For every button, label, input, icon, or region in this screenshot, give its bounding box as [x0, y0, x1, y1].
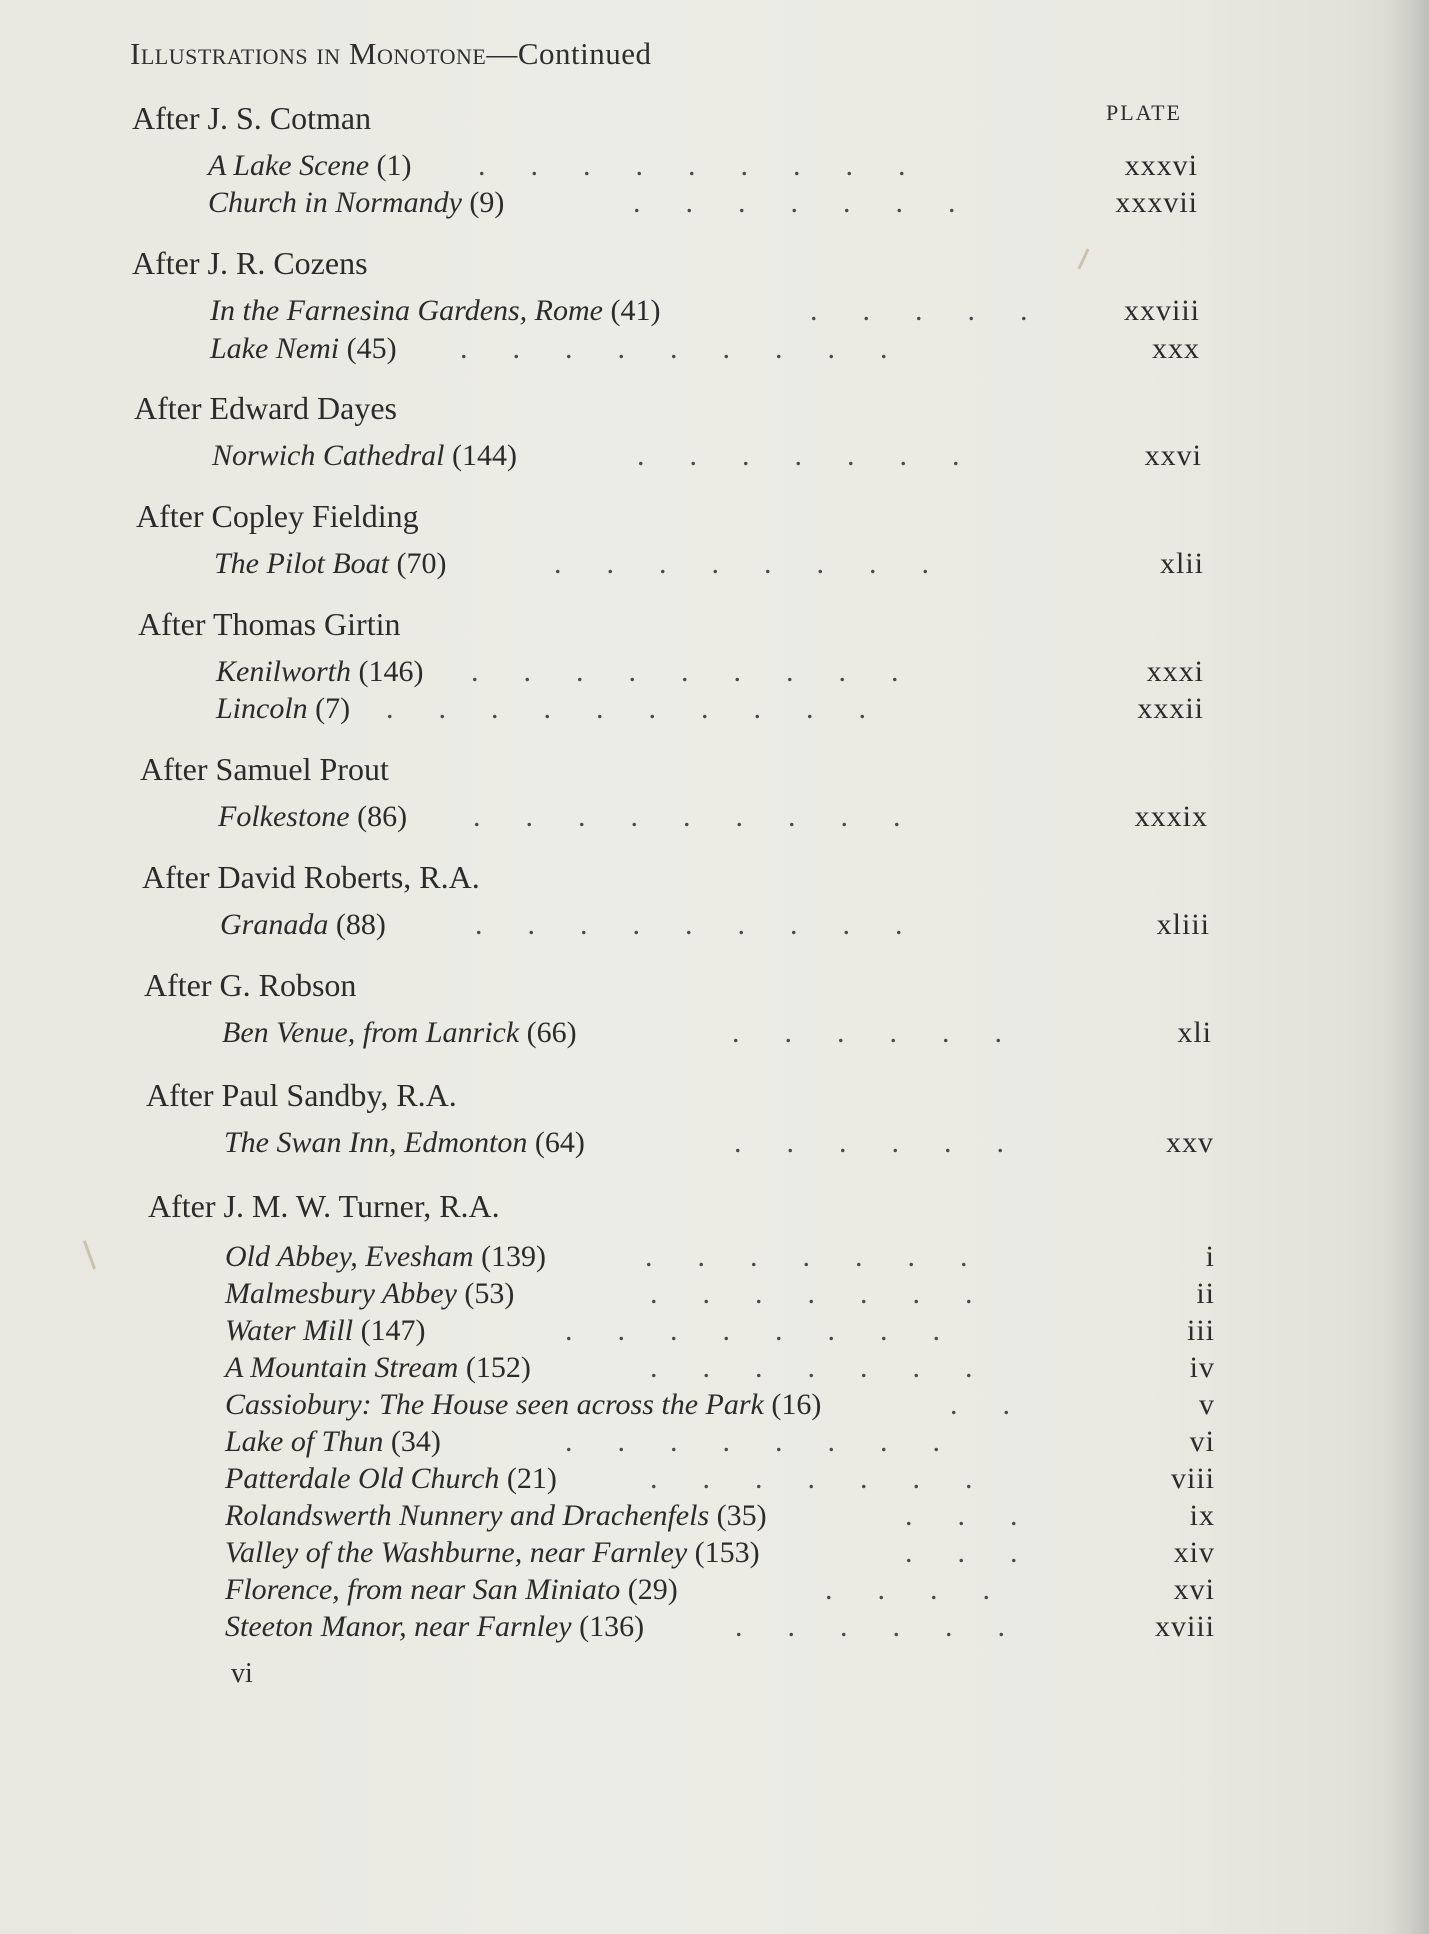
- entry-title: Church in Normandy: [208, 186, 462, 219]
- list-item: [216, 655, 1206, 693]
- dot-leader: . . .: [905, 1499, 1018, 1532]
- entry-number: (88): [335, 908, 386, 941]
- entry-title: Water Mill: [225, 1314, 354, 1347]
- plate-number: xxxvii: [1115, 186, 1198, 219]
- list-item: [208, 149, 1198, 187]
- entry-title: Kenilworth: [216, 655, 352, 688]
- entry-number: (147): [360, 1314, 426, 1347]
- list-item: [220, 908, 1210, 946]
- dot-leader: . . . . . . . .: [565, 1314, 940, 1347]
- entry-title: Folkestone: [218, 800, 350, 833]
- entry-number: (136): [579, 1610, 645, 1643]
- list-item: [225, 1462, 1215, 1500]
- spine-shadow: [1383, 0, 1429, 1934]
- dot-leader: . . . . . . . . .: [460, 332, 888, 365]
- plate-number: vi: [1189, 1425, 1215, 1458]
- dot-leader: . . . . . . .: [650, 1462, 973, 1495]
- entry-title: Steeton Manor, near Farnley: [225, 1610, 572, 1643]
- entry-number: (41): [610, 294, 661, 327]
- artist-heading: After Copley Fielding: [136, 498, 419, 534]
- dot-leader: . . . . . . .: [645, 1240, 968, 1273]
- artist-heading: After Thomas Girtin: [138, 606, 401, 642]
- paper-blemish: [1077, 248, 1089, 269]
- dot-leader: . . . . . .: [734, 1126, 1004, 1159]
- entry-title: The Pilot Boat: [214, 547, 389, 580]
- list-item: [210, 332, 1200, 370]
- plate-number: xliii: [1156, 908, 1210, 941]
- entry-title: The Swan Inn, Edmonton: [224, 1126, 528, 1159]
- list-item: [225, 1351, 1215, 1389]
- plate-number: xlii: [1159, 547, 1204, 580]
- dot-leader: . . . . . . . . .: [473, 800, 901, 833]
- list-item: [216, 692, 1206, 730]
- plate-number: xxxi: [1146, 655, 1204, 688]
- running-head-main: Illustrations in Monotone: [130, 36, 487, 71]
- paper-blemish: [83, 1240, 96, 1269]
- plate-number: ii: [1196, 1277, 1215, 1310]
- list-item: [224, 1126, 1214, 1164]
- entry-number: (139): [481, 1240, 547, 1273]
- entry-number: (29): [627, 1573, 678, 1606]
- running-head: [130, 36, 652, 72]
- plate-number: viii: [1170, 1462, 1215, 1495]
- entry-number: (144): [452, 439, 517, 472]
- entry-title: Old Abbey, Evesham: [225, 1240, 474, 1273]
- list-item: [214, 547, 1204, 585]
- artist-heading: After Paul Sandby, R.A.: [146, 1077, 457, 1113]
- artist-heading: After Samuel Prout: [140, 751, 389, 787]
- plate-number: xxx: [1152, 332, 1200, 365]
- dot-leader: . . . . . . .: [650, 1351, 973, 1384]
- list-item: [218, 800, 1208, 838]
- entry-number: (86): [357, 800, 408, 833]
- dot-leader: . . . .: [825, 1573, 990, 1606]
- entry-title: Lake Nemi: [210, 332, 340, 365]
- artist-heading: After Edward Dayes: [134, 390, 397, 426]
- entry-number: (9): [469, 186, 505, 219]
- artist-heading: After J. R. Cozens: [132, 245, 368, 281]
- dot-leader: . . . . . . .: [633, 186, 956, 219]
- dot-leader: . . . . . . . . . .: [386, 692, 866, 725]
- list-item: [208, 186, 1198, 224]
- artist-heading: After G. Robson: [144, 967, 357, 1003]
- list-item: [225, 1277, 1215, 1315]
- plate-number: xli: [1177, 1016, 1212, 1049]
- dot-leader: . . . . . . . .: [554, 547, 929, 580]
- entry-number: (21): [506, 1462, 557, 1495]
- entry-number: (53): [464, 1277, 515, 1310]
- plate-number: xxxii: [1137, 692, 1204, 725]
- entry-title: Lake of Thun: [225, 1425, 384, 1458]
- entry-title: A Mountain Stream: [225, 1351, 459, 1384]
- artist-heading: After J. M. W. Turner, R.A.: [148, 1188, 500, 1224]
- entry-number: (70): [396, 547, 447, 580]
- list-item: [225, 1573, 1215, 1611]
- dot-leader: . . . . . . . . .: [478, 149, 906, 182]
- dot-leader: . . . . . . . . .: [475, 908, 903, 941]
- plate-number: i: [1205, 1240, 1215, 1273]
- entry-title: Ben Venue, from Lanrick: [222, 1016, 520, 1049]
- list-item: [225, 1425, 1215, 1463]
- list-item: [225, 1499, 1215, 1537]
- entry-title: Patterdale Old Church: [225, 1462, 500, 1495]
- plate-number: xxxvi: [1124, 149, 1198, 182]
- dot-leader: . . . . . .: [732, 1016, 1002, 1049]
- list-item: [210, 294, 1200, 332]
- entry-number: (1): [376, 149, 412, 182]
- entry-title: Cassiobury: The House seen across the Park: [225, 1388, 764, 1421]
- plate-number: xxvi: [1144, 439, 1202, 472]
- entry-title: A Lake Scene: [208, 149, 370, 182]
- list-item: [222, 1016, 1212, 1054]
- plate-number: iv: [1189, 1351, 1215, 1384]
- list-item: [225, 1610, 1215, 1648]
- list-item: [225, 1536, 1215, 1574]
- entry-number: (66): [526, 1016, 577, 1049]
- list-item: [212, 439, 1202, 477]
- entry-title: Malmesbury Abbey: [225, 1277, 457, 1310]
- entry-number: (45): [346, 332, 397, 365]
- dot-leader: . . . . . . . . .: [471, 655, 899, 688]
- entry-number: (7): [315, 692, 351, 725]
- dot-leader: . . . . . . . .: [565, 1425, 940, 1458]
- entry-title: Valley of the Washburne, near Farnley: [225, 1536, 688, 1569]
- entry-title: Lincoln: [216, 692, 308, 725]
- entry-number: (146): [358, 655, 424, 688]
- plate-number: xviii: [1154, 1610, 1215, 1643]
- entry-number: (35): [716, 1499, 767, 1532]
- artist-heading: After J. S. Cotman: [132, 100, 372, 136]
- entry-number: (64): [534, 1126, 585, 1159]
- plate-number: v: [1199, 1388, 1215, 1421]
- artist-heading: After David Roberts, R.A.: [142, 859, 480, 895]
- plate-number: xxv: [1166, 1126, 1214, 1159]
- page-number: vi: [231, 1658, 253, 1689]
- list-item: [225, 1388, 1215, 1426]
- plate-column-label: PLATE: [1106, 100, 1182, 125]
- list-item: [225, 1314, 1215, 1352]
- entry-number: (153): [694, 1536, 760, 1569]
- dot-leader: . . . . . . .: [650, 1277, 973, 1310]
- running-head-continued: —Continued: [486, 36, 652, 71]
- entry-title: Norwich Cathedral: [212, 439, 445, 472]
- plate-number: xiv: [1173, 1536, 1215, 1569]
- entry-number: (152): [465, 1351, 531, 1384]
- entry-title: Florence, from near San Miniato: [225, 1573, 621, 1606]
- entry-title: Granada: [220, 908, 329, 941]
- entry-title: In the Farnesina Gardens, Rome: [210, 294, 603, 327]
- dot-leader: . . . . .: [810, 294, 1028, 327]
- dot-leader: . . . . . . .: [637, 439, 960, 472]
- entry-number: (34): [390, 1425, 441, 1458]
- entry-number: (16): [771, 1388, 822, 1421]
- plate-number: ix: [1189, 1499, 1215, 1532]
- list-item: [225, 1240, 1215, 1278]
- dot-leader: . . .: [905, 1536, 1018, 1569]
- plate-number: xxviii: [1123, 294, 1200, 327]
- plate-number: iii: [1186, 1314, 1215, 1347]
- plate-number: xvi: [1173, 1573, 1215, 1606]
- entry-title: Rolandswerth Nunnery and Drachenfels: [225, 1499, 710, 1532]
- plate-number: xxxix: [1134, 800, 1208, 833]
- dot-leader: . .: [950, 1388, 1010, 1421]
- dot-leader: . . . . . .: [735, 1610, 1005, 1643]
